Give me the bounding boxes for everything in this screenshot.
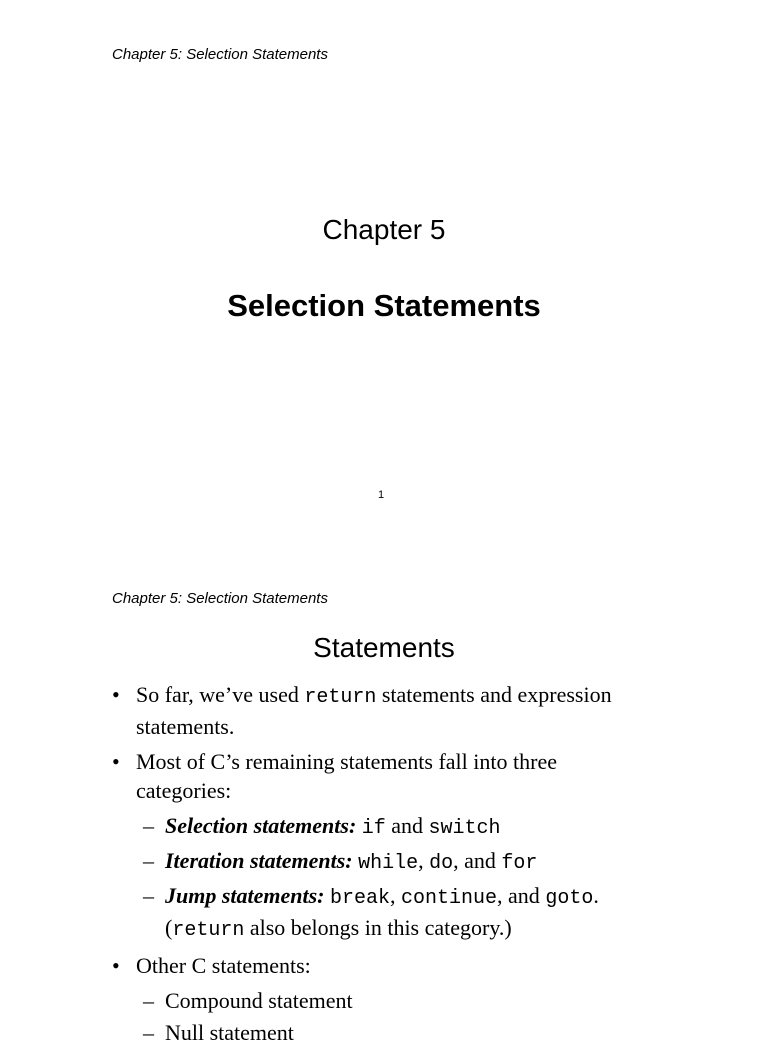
code-keyword: if [361, 817, 386, 840]
bullet-text: Compound statement [165, 988, 353, 1013]
bullet-marker: • [112, 682, 120, 707]
bullet-text: Null statement [165, 1020, 294, 1045]
code-keyword: return [304, 686, 377, 709]
code-keyword: switch [428, 817, 501, 840]
bullet-marker: • [112, 749, 120, 774]
code-keyword: for [501, 852, 538, 875]
chapter-number: Chapter 5 [322, 214, 446, 245]
bullet-text: statements and expression statements. [136, 682, 612, 739]
bullet-text: , [418, 848, 430, 873]
code-keyword: return [172, 919, 245, 942]
chapter-title: Selection Statements [227, 288, 541, 323]
sub-bullet-item [112, 1018, 652, 1047]
bullet-text: and [385, 813, 429, 838]
sub-bullet-item [112, 881, 652, 945]
running-head: Chapter 5: Selection Statements [112, 46, 328, 63]
sub-bullet-item [112, 811, 652, 843]
bullet-marker: • [112, 953, 120, 978]
code-keyword: while [358, 852, 419, 875]
bullet-item [112, 951, 652, 980]
category-label: Jump statements: [165, 883, 325, 908]
bullet-text: Other C statements: [136, 953, 311, 978]
bullet-text: , and [497, 883, 546, 908]
dash-marker: – [143, 988, 154, 1013]
bullet-item [112, 680, 652, 741]
bullet-list [112, 680, 652, 1050]
dash-marker: – [143, 848, 154, 873]
bullet-text: So far, we’ve used [136, 682, 305, 707]
bullet-item [112, 747, 652, 805]
dash-marker: – [143, 813, 154, 838]
bullet-text: , [390, 883, 402, 908]
bullet-text: , and [453, 848, 502, 873]
slide-title: Statements [313, 632, 455, 663]
category-label: Selection statements: [165, 813, 357, 838]
sub-bullet-item [112, 846, 652, 878]
category-label: Iteration statements: [165, 848, 353, 873]
code-keyword: do [429, 852, 454, 875]
code-keyword: goto [545, 887, 594, 910]
page-number: 1 [377, 489, 385, 501]
sub-bullet-item [112, 986, 652, 1015]
code-keyword: break [330, 887, 391, 910]
running-head: Chapter 5: Selection Statements [112, 590, 328, 607]
dash-marker: – [143, 883, 154, 908]
bullet-text: . ( [165, 883, 599, 940]
bullet-text: Most of C’s remaining statements fall into three categories: [136, 749, 557, 803]
bullet-text: also belongs in this category.) [244, 915, 512, 940]
code-keyword: continue [401, 887, 498, 910]
dash-marker: – [143, 1020, 154, 1045]
